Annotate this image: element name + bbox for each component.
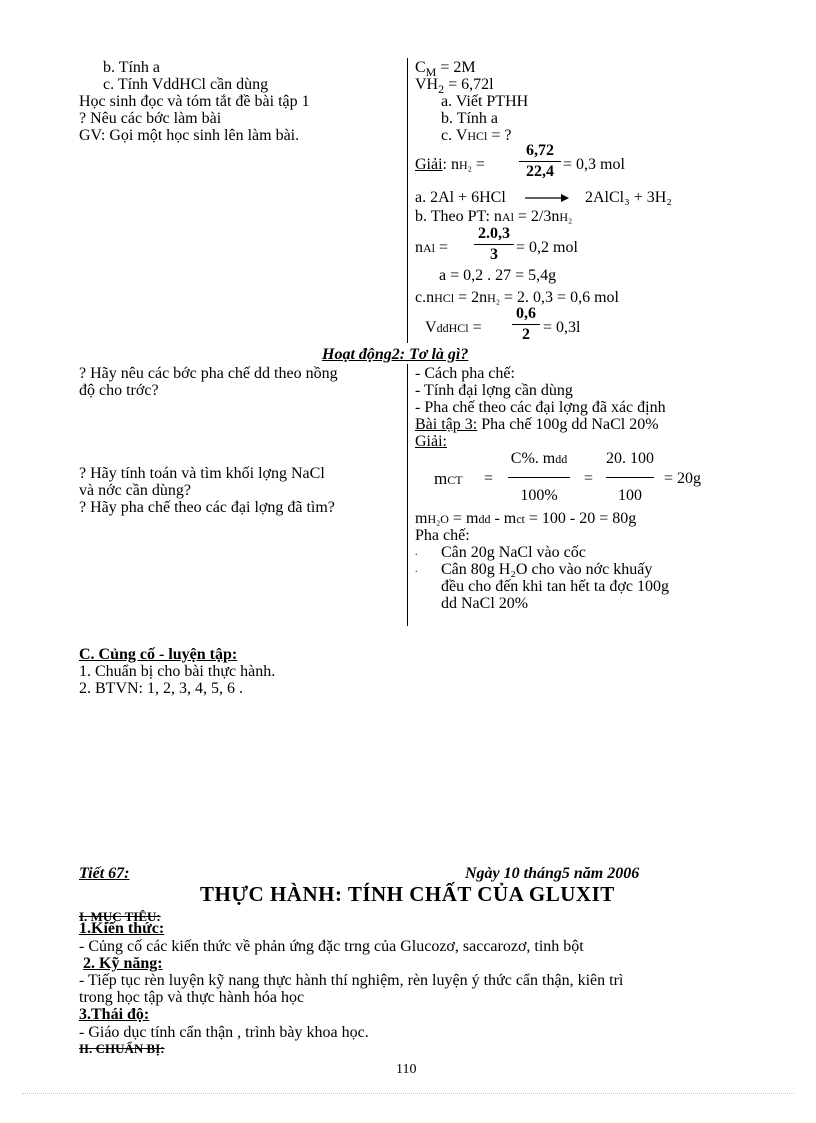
section-c-item-2: 2. BTVN: 1, 2, 3, 4, 5, 6 . <box>79 680 243 697</box>
mct-label: mCT <box>434 469 463 488</box>
page-number: 110 <box>396 1062 417 1077</box>
skills-line-1: - Tiếp tục rèn luyện kỹ nang thực hành thí nghiệm, rèn luyện ý thức cẩn thận, kiên trì <box>79 972 624 989</box>
step-2-line-3: dd NaCl 20% <box>441 595 529 612</box>
knowledge-heading: 1.Kiến thức: <box>79 920 165 937</box>
theo-pt: b. Theo PT: nAl = 2/3nH₂ <box>415 208 573 225</box>
task-c: c. VHCl = ? <box>441 127 512 144</box>
reaction-arrow-icon <box>523 191 571 205</box>
fraction-cpercent: C%. mdd 100% <box>502 451 576 504</box>
lesson-title: THỰC HÀNH: TÍNH CHẤT CỦA GLUXIT <box>200 882 615 906</box>
lesson-number: Tiết 67: <box>79 865 130 882</box>
left-item-c: c. Tính VddHCl cần dùng <box>103 76 269 93</box>
section-c-item-1: 1. Chuẩn bị cho bài thực hành. <box>79 663 276 680</box>
a-calc: a = 0,2 . 27 = 5,4g <box>439 267 557 284</box>
fraction-20-100: 20. 100 100 <box>606 450 654 504</box>
activity-2-heading: Hoạt động2: Tơ là gì? <box>322 346 469 363</box>
fraction-nh2: 6,72 22,4 <box>519 143 561 180</box>
given-vh2: $VH_2 = 6,72l$ <box>415 76 494 97</box>
step-2-line-1: Cân 80g H₂O cho vào nớc khuấy <box>441 561 653 578</box>
left-line-3: Học sinh đọc và tóm tắt đề bài tập 1 <box>79 93 310 110</box>
vdd-result: = 0,3l <box>543 319 581 336</box>
question-2-line-1: ? Hãy tính toán và tìm khối lợng NaCl <box>79 465 325 482</box>
fraction-vdd: 0,6 2 <box>512 306 540 343</box>
nal-result: = 0,2 mol <box>516 239 578 256</box>
question-2-line-2: và nớc cần dùng? <box>79 482 191 499</box>
exercise-3: Bài tập 3: Pha chế 100g dd NaCl 20% <box>415 416 659 433</box>
mh2o-calc: mH₂O = mdd - mct = 100 - 20 = 80g <box>415 510 637 527</box>
given-cm: $C_M = 2M$ <box>415 59 476 80</box>
skills-heading: 2. Kỹ năng: <box>83 955 163 972</box>
question-1-line-1: ? Hãy nêu các bớc pha chế dd theo nồng <box>79 365 338 382</box>
nh2-result: = 0,3 mol <box>563 156 625 173</box>
section-c-heading: C. Củng cố - luyện tập: <box>79 646 238 663</box>
vdd-label: VddHCl = <box>425 319 482 336</box>
knowledge-text: - Củng cố các kiến thức về phản ứng đặc trng của Glucozơ, saccarozơ, tinh bột <box>79 938 584 955</box>
equals-2: = <box>584 470 594 487</box>
answer-line-2: - Tính đại lợng cần dùng <box>415 382 573 399</box>
step-1: Cân 20g NaCl vào cốc <box>441 544 586 561</box>
left-line-4: ? Nêu các bớc làm bài <box>79 110 222 127</box>
solution-nh2: Giải: nH₂ = <box>415 156 485 173</box>
task-b: b. Tính a <box>441 110 499 127</box>
step-2-line-2: đều cho đến khi tan hết ta đợc 100g <box>441 578 669 595</box>
left-line-5: GV: Gọi một học sinh lên làm bài. <box>79 127 300 144</box>
mct-result: = 20g <box>664 470 702 487</box>
lesson-date: Ngày 10 tháng5 năm 2006 <box>465 865 640 882</box>
equation-right: 2AlCl₃ + 3H₂ <box>585 189 672 206</box>
question-3: ? Hãy pha chế theo các đại lợng đã tìm? <box>79 499 335 516</box>
answer-line-3: - Pha chế theo các đại lợng đã xác định <box>415 399 666 416</box>
task-a: a. Viết PTHH <box>441 93 529 110</box>
footer-dotted-rule <box>22 1093 794 1094</box>
bullet-1: . <box>415 547 418 558</box>
mct-equals: = <box>484 470 494 487</box>
objectives-heading: I. MỤC TIÊU: <box>79 909 161 924</box>
column-divider-bottom <box>407 364 408 626</box>
column-divider-top <box>407 58 408 343</box>
solution-2-label: Giải: <box>415 433 447 450</box>
c-calc: c.nHCl = 2nH₂ = 2. 0,3 = 0,6 mol <box>415 289 619 306</box>
answer-line-1: - Cách pha chế: <box>415 365 515 382</box>
fraction-nal: 2.0,3 3 <box>474 226 514 263</box>
equation-left: a. 2Al + 6HCl <box>415 189 506 206</box>
left-item-b: b. Tính a <box>103 59 161 76</box>
bullet-2: . <box>415 564 418 575</box>
attitude-heading: 3.Thái độ: <box>79 1006 150 1023</box>
nal-label: nAl = <box>415 239 449 256</box>
preparation-heading: II. CHUẨN BỊ: <box>79 1041 165 1056</box>
question-1-line-2: độ cho trớc? <box>79 382 159 399</box>
attitude-text: - Giáo dục tính cẩn thận , trình bày khoa học. <box>79 1024 369 1041</box>
pha-che-label: Pha chế: <box>415 527 470 544</box>
skills-line-2: trong học tập và thực hành hóa học <box>79 989 305 1006</box>
